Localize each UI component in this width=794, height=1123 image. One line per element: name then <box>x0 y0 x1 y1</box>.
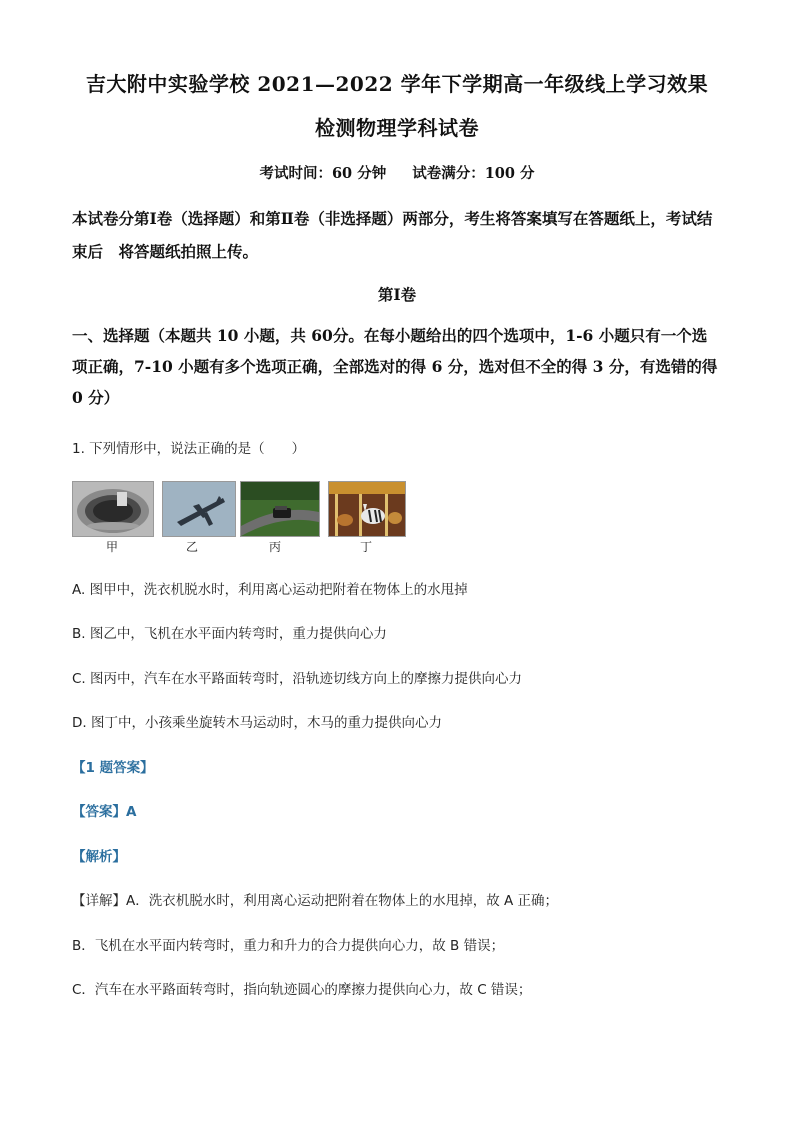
question-stem: 1. 下列情形中，说法正确的是（ ） <box>72 441 306 457</box>
exam-time: 考试时间：60 分钟 <box>259 165 387 182</box>
image-caption-jia: 甲 <box>105 540 118 554</box>
exam-title-line2: 检测物理学科试卷 <box>315 116 479 140</box>
car-on-road-icon <box>240 481 320 537</box>
carousel-horses-icon <box>328 481 406 537</box>
option-a: A. 图甲中，洗衣机脱水时，利用离心运动把附着在物体上的水甩掉 <box>72 582 468 598</box>
option-d: D. 图丁中，小孩乘坐旋转木马运动时，木马的重力提供向心力 <box>72 715 442 731</box>
option-b: B. 图乙中，飞机在水平面内转弯时，重力提供向心力 <box>72 626 387 642</box>
image-caption-yi: 乙 <box>185 540 198 554</box>
image-caption-ding: 丁 <box>359 540 372 554</box>
answer-text: 【答案】A <box>72 804 137 820</box>
exam-title-line1: 吉大附中实验学校 2021—2022 学年下学期高一年级线上学习效果 <box>85 72 709 96</box>
analysis-tag: 【解析】 <box>72 849 126 865</box>
section-instructions: 一、选择题（本题共 10 小题，共 60分。在每小题给出的四个选项中，1-6 小题只有一个选项正确，7-10 小题有多个选项正确，全部选对的得 6 分，选对但不全的得 3 分，有选错的得 0 分） <box>72 326 718 407</box>
intro-paragraph: 本试卷分第Ⅰ卷（选择题）和第Ⅱ卷（非选择题）两部分，考生将答案填写在答题纸上，考试结束后 将答题纸拍照上传。 <box>72 209 713 261</box>
airplane-turning-icon <box>162 481 236 537</box>
exam-meta <box>0 162 794 183</box>
full-score: 试卷满分：100 分 <box>412 165 535 182</box>
section-title: 第Ⅰ卷 <box>377 285 417 304</box>
answer-section-tag: 【1 题答案】 <box>72 760 154 776</box>
answer-label <box>72 800 136 820</box>
detail-line-c: C．汽车在水平路面转弯时，指向轨迹圆心的摩擦力提供向心力，故 C 错误； <box>72 982 532 998</box>
option-c: C. 图丙中，汽车在水平路面转弯时，沿轨迹切线方向上的摩擦力提供向心力 <box>72 671 523 687</box>
detail-line-a: 【详解】A．洗衣机脱水时，利用离心运动把附着在物体上的水甩掉，故 A 正确； <box>72 893 559 909</box>
image-caption-bing: 丙 <box>268 540 281 554</box>
washing-machine-drum-icon <box>72 481 154 537</box>
detail-line-b: B．飞机在水平面内转弯时，重力和升力的合力提供向心力，故 B 错误； <box>72 938 505 954</box>
